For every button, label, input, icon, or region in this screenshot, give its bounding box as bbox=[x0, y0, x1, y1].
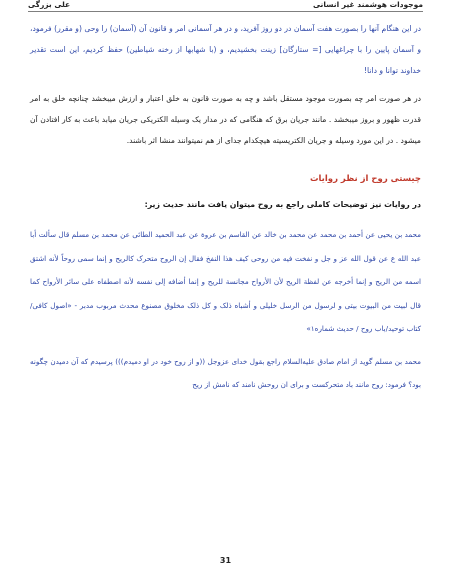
body-paragraph: در هر صورت امر چه بصورت موجود مستقل باشد و چه به صورت قانون به خلق اعتبار و ارزش میبخشد چنانچه خلق به امر قدرت ظهور و بروز میبخشد . مانند جریان برق که هنگامی که در مدار یک وسیله الکتریکی جریان میابد باعث به کار افتادن آن میشود . در این مورد وسیله و جریان الکتریسیته هیچکدام جدای از هم نمیتوانند منشا اثر باشند. bbox=[30, 94, 421, 145]
hadith-persian-translation: محمد بن مسلم گوید از امام صادق علیه‌السلام راجع بقول خدای عزوجل ((و از روح خود در او دمیدم))) پرسیدم که آن دمیدن چگونه بود؟ فرمود: روح مانند باد متحرکست و برای ان روحش نامند که نامش از ریح bbox=[30, 356, 421, 389]
hadith-arabic-text: محمد بن یحیی عن أحمد بن محمد عن محمد بن خالد عن القاسم بن عروة عن عبد الحمید الطائی عن محمد بن مسلم قال سألت أبا عبد الله ع عن قول الله عز و جل و نفخت فیه من روحی کیف هذا النفخ فقال إن الروح متحرک کالریح و إنما سمی روحاً لأنه اشتق اسمه من الریح و إنما أخرجه عن لفظة الریح لأن الأرواح مجانسة للریح و إنما أضافه إلى نفسه لأنه اصطفاه على سائر الأرواح کما قال لبیت من البیوت بیتی و لرسول من الرسل خلیلی و أشباه ذلک و کل ذلک مخلوق مصنوع محدث مربوب مدبر - «اصول کافی/کتاب توحید/باب روح / حدیث شماره۱» bbox=[30, 230, 421, 333]
page-number: 31 bbox=[219, 556, 232, 565]
header-author: علی بزرگی bbox=[28, 0, 71, 9]
section-intro: در روایات نیز توضیحات کاملی راجع به روح میتوان یافت مانند حدیث زیر: bbox=[144, 200, 421, 209]
section-heading: چیستی روح از نظر روایات bbox=[309, 174, 421, 184]
page-header bbox=[28, 0, 423, 12]
quran-translation-paragraph: در این هنگام آنها را بصورت هفت آسمان در دو روز آفرید، و در هر آسمانی امر و قانون آن (آسمان) را وحی (و مقرر) فرمود، و آسمان پایین را با چراغهایی [= ستارگان] زینت بخشیدیم، و (با شهابها از رخنه شیاطین) حفظ کردیم، این است تقدیر خداوند توانا و دانا! bbox=[30, 24, 421, 75]
header-book-title: موجودات هوشمند غیر انسانی bbox=[312, 0, 423, 9]
page-body bbox=[30, 18, 421, 406]
